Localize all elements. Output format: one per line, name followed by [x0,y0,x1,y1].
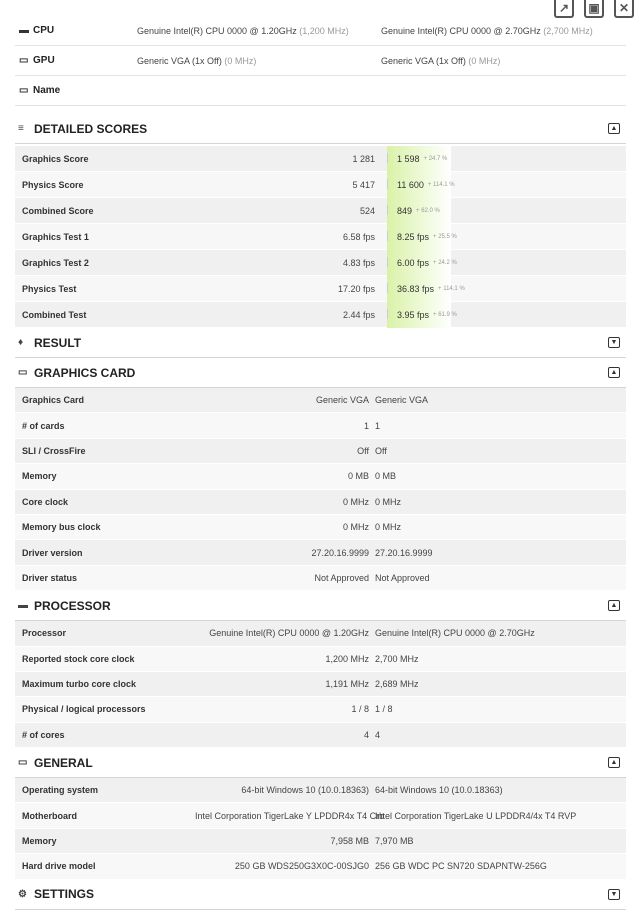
summary-row-name: ▭ Name [15,76,626,106]
collapse-icon[interactable]: ▲ [608,367,620,378]
table-row: Combined Test 2.44 fps 3.95 fps + 61.9 % [15,302,626,328]
table-row: Memory bus clock 0 MHz 0 MHz [15,515,626,540]
list-icon: ≡ [18,123,24,134]
table-row: Graphics Test 2 4.83 fps 6.00 fps + 24.2 % [15,250,626,276]
gear-icon: ⚙ [18,888,27,900]
table-row: Graphics Card Generic VGA Generic VGA [15,388,626,413]
section-title: DETAILED SCORES [34,121,148,136]
monitor-icon: ▭ [18,367,28,378]
detailed-scores-table [15,144,626,328]
graphics-card-table [15,388,626,591]
table-row: Physics Score 5 417 11 600 + 114.1 % [15,172,626,198]
cpu-icon: ▬ [19,25,29,36]
cpu-icon: ▬ [18,600,28,612]
table-row: Operating system 64-bit Windows 10 (10.0.18363) 64-bit Windows 10 (10.0.18363) [15,778,626,803]
table-row: Motherboard Intel Corporation TigerLake Y LPDDR4x T4 Crb Intel Corporation TigerLake U LPDDR4/4x T4 RVP [15,803,626,828]
table-row: Driver version 27.20.16.9999 27.20.16.9999 [15,540,626,565]
collapse-icon[interactable]: ▲ [608,757,620,768]
summary-row-gpu: ▭ GPU Generic VGA (1x Off) (0 MHz) Generic VGA (1x Off) (0 MHz) [15,46,626,76]
table-row: Graphics Test 1 6.58 fps 8.25 fps + 25.5 % [15,224,626,250]
table-row: # of cards 1 1 [15,413,626,438]
table-row: Driver status Not Approved Not Approved [15,566,626,591]
table-row: Processor Genuine Intel(R) CPU 0000 @ 1.20GHz Genuine Intel(R) CPU 0000 @ 2.70GHz [15,621,626,646]
table-row: Physics Test 17.20 fps 36.83 fps + 114.1 % [15,276,626,302]
table-row: Graphics Score 1 281 1 598 + 24.7 % [15,146,626,172]
comparison-panel [15,16,626,910]
expand-icon[interactable]: ↗ [554,0,574,18]
section-title: SETTINGS [34,887,95,902]
section-settings-header[interactable] [15,880,626,910]
table-row: Memory 0 MB 0 MB [15,464,626,489]
table-row: Core clock 0 MHz 0 MHz [15,490,626,515]
summary-block [15,16,626,106]
laptop-icon: ▭ [19,85,29,96]
table-row: Memory 7,958 MB 7,970 MB [15,829,626,854]
table-row: Combined Score 524 849 + 62.0 % [15,198,626,224]
section-processor-header[interactable] [15,591,626,621]
section-general-header[interactable] [15,748,626,778]
section-title: GENERAL [34,755,93,770]
section-title: GRAPHICS CARD [34,365,136,380]
table-row: Hard drive model 250 GB WDS250G3X0C-00SJG0 256 GB WDC PC SN720 SDAPNTW-256G [15,854,626,879]
section-detailed-scores-header[interactable] [15,114,626,144]
section-title: PROCESSOR [34,598,111,613]
collapse-icon[interactable]: ▲ [608,123,620,134]
restore-icon[interactable]: ▣ [584,0,604,18]
expand-toggle-icon[interactable]: ▼ [608,337,620,348]
table-row: Reported stock core clock 1,200 MHz 2,700 MHz [15,647,626,672]
table-row: # of cores 4 4 [15,723,626,748]
general-table [15,778,626,880]
trophy-icon: ♦ [18,337,24,348]
table-row: Maximum turbo core clock 1,191 MHz 2,689 MHz [15,672,626,697]
section-result-header[interactable] [15,328,626,358]
table-row: Physical / logical processors 1 / 8 1 / 8 [15,697,626,722]
collapse-icon[interactable]: ▲ [608,600,620,611]
table-row: SLI / CrossFire Off Off [15,439,626,464]
processor-table [15,621,626,748]
expand-toggle-icon[interactable]: ▼ [608,889,620,900]
window-controls [554,0,640,16]
section-graphics-card-header[interactable] [15,358,626,388]
section-title: RESULT [34,335,82,350]
summary-row-cpu: ▬ CPU Genuine Intel(R) CPU 0000 @ 1.20GHz (1,200 MHz) Genuine Intel(R) CPU 0000 @ 2.70GHz (2,700 MHz) [15,16,626,46]
laptop-icon: ▭ [18,757,28,769]
monitor-icon: ▭ [19,55,29,66]
close-icon[interactable]: ✕ [614,0,634,18]
